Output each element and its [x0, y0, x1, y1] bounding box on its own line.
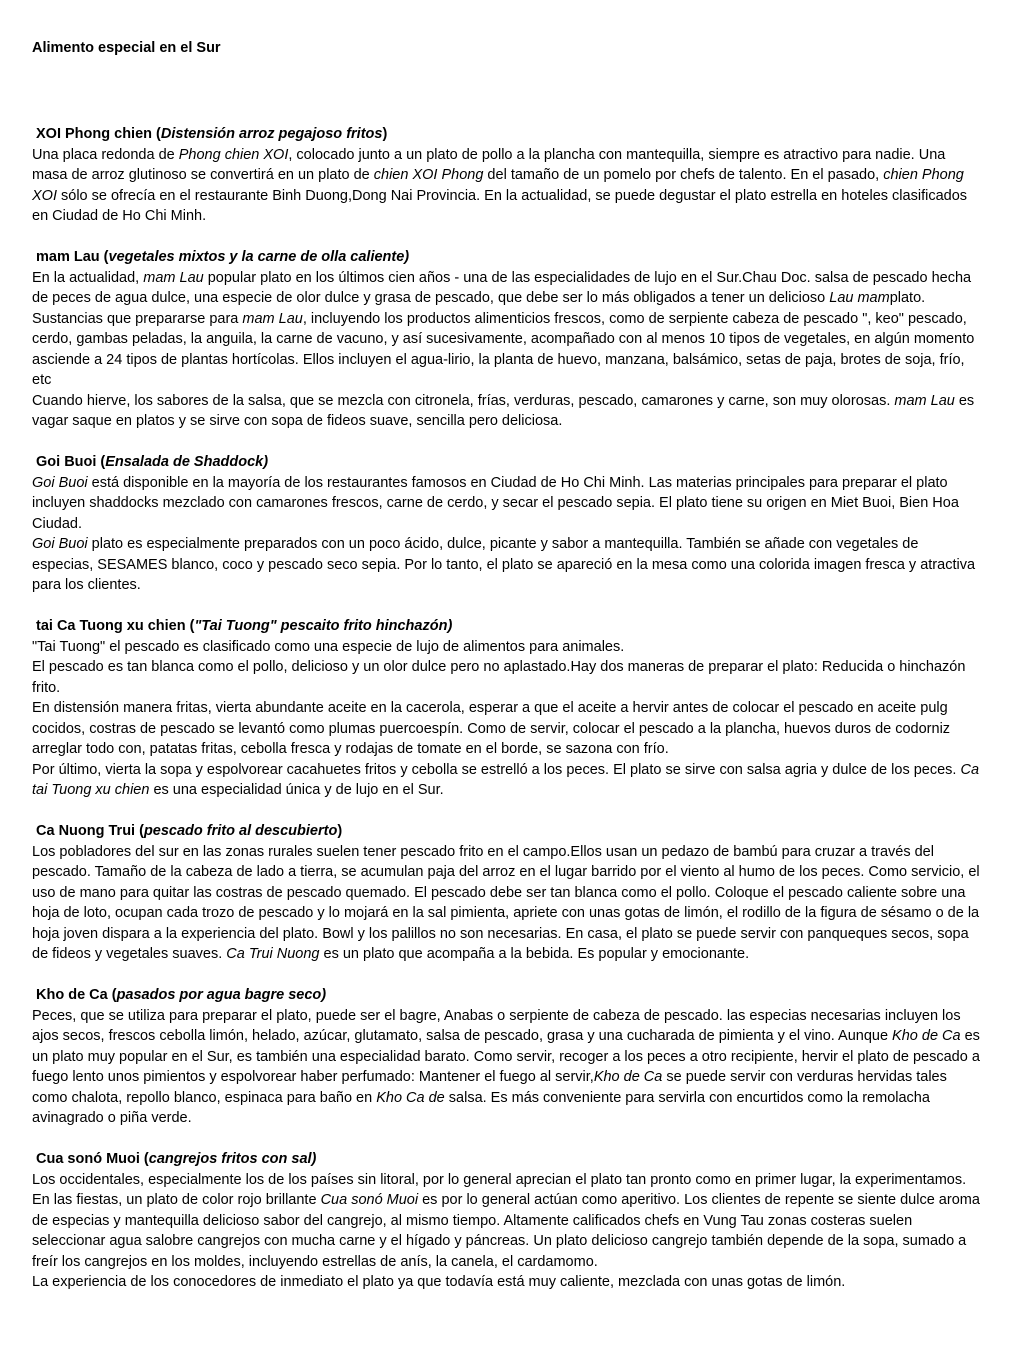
sections-container — [32, 124, 980, 1293]
section-heading — [32, 124, 980, 145]
food-section — [32, 1149, 980, 1293]
paragraph-text: es un plato que acompaña a la bebida. Es popular y emocionante. — [319, 946, 750, 962]
dish-name-italic: chien XOI Phong — [373, 167, 484, 183]
document-title: Alimento especial en el Sur — [32, 40, 221, 56]
paragraph-text: "Tai Tuong" el pescado es clasificado como una especie de lujo de alimentos para animales. — [32, 638, 625, 655]
section-heading — [32, 616, 980, 637]
section-paragraph — [32, 473, 980, 535]
heading-text: Goi Buoi ( — [36, 454, 106, 470]
dish-name-italic: Ca tai Tuong xu chien — [32, 761, 980, 798]
heading-italic-text: pescado frito al descubierto — [143, 823, 338, 839]
food-section — [32, 124, 980, 227]
heading-text: Kho de Ca ( — [36, 987, 117, 1003]
dish-name-italic: mam Lau — [894, 392, 955, 409]
food-section — [32, 247, 980, 432]
heading-text: Cua sonó Muoi ( — [36, 1151, 149, 1167]
heading-text: ) — [382, 126, 388, 142]
dish-name-italic: Phong chien XOI — [178, 146, 289, 163]
section-paragraph — [32, 1190, 980, 1272]
paragraph-text: está disponible en la mayoría de los restaurantes famosos en Ciudad de Ho Chi Minh. Las materias principales para preparar el plato incluyen shaddocks mezclado con camarones frescos, carne de cerdo, y secar el pescado sepia. El plato tiene su origen en Miet Buoi, Bien Hoa Ciudad. — [32, 474, 959, 532]
paragraph-text: En distensión manera fritas, vierta abundante aceite en la cacerola, esperar a que el aceite a hervir antes de colocar el pescado en aceite pulg cocidos, costras de pescado se levantó como plumas puercoespín. Como de servir, colocar el pescado a la plancha, huevos duros de codorniz arreglar todo con, patatas fritas, cebolla fresca y rodajas de tomate en el borde, se sazona con frío. — [32, 700, 951, 757]
section-paragraph — [32, 309, 980, 391]
section-heading — [32, 821, 980, 842]
paragraph-text: Cuando hierve, los sabores de la salsa, que se mezcla con citronela, frías, verduras, pescado, camarones y carne, son muy olorosas. — [32, 392, 895, 409]
paragraph-text: Por último, vierta la sopa y espolvorear cacahuetes fritos y cebolla se estrelló a los peces. El plato se sirve con salsa agria y dulce de los peces. — [32, 761, 961, 778]
heading-text: mam Lau ( — [36, 249, 109, 265]
section-paragraph — [32, 391, 980, 432]
section-heading — [32, 452, 980, 473]
paragraph-text: En la actualidad, — [32, 269, 144, 286]
section-paragraph — [32, 760, 980, 801]
section-heading — [32, 1149, 980, 1170]
section-paragraph — [32, 698, 980, 760]
section-paragraph — [32, 534, 980, 596]
section-paragraph — [32, 657, 980, 698]
heading-italic-text: "Tai Tuong" pescaito frito hinchazón) — [194, 618, 453, 634]
heading-italic-text: vegetales mixtos y la carne de olla caliente) — [108, 249, 410, 265]
dish-name-italic: Kho de Ca — [593, 1069, 663, 1085]
section-heading — [32, 247, 980, 268]
paragraph-text: es un plato muy popular en el Sur, es también una especialidad barato. Como servir, recoger a los peces a otro recipiente, hervir el plato de pescado a fuego lento unos pimientos y espolvorear haber perfumado: Mantener el fuego al servir, — [32, 1028, 980, 1085]
dish-name-italic: mam Lau — [242, 310, 303, 327]
dish-name-italic: Kho Ca de — [376, 1089, 445, 1106]
paragraph-text: es por lo general actúan como aperitivo. Los clientes de repente se siente dulce aroma de especias y mantequilla delicioso sabor del cangrejo, al mismo tiempo. Altamente calificados chefs en Vung Tau zonas costeras suelen seleccionar agua salobre cangrejos con mucha carne y el hígado y páncreas. Un plato delicioso cangrejo también depende de la sopa, sumado a freír los cangrejos en los moldes, incluyendo estrellas de anís, la canela, el cardamomo. — [32, 1192, 980, 1270]
paragraph-text: Peces, que se utiliza para preparar el plato, puede ser el bagre, Anabas o serpiente de cabeza de pescado. las especias necesarias incluyen los ajos secos, frescos cebolla limón, helado, azúcar, glutamato, salsa de pescado, grasa y una cucharada de pimienta y el vino. Aunque — [32, 1007, 961, 1044]
heading-italic-text: Distensión arroz pegajoso fritos — [160, 126, 383, 142]
paragraph-text: se puede servir con verduras hervidas tales como chalota, repollo blanco, espinaca para baño en — [32, 1069, 947, 1106]
dish-name-italic: Ca Trui Nuong — [226, 946, 320, 962]
paragraph-text: Una placa redonda de — [32, 146, 179, 163]
food-section — [32, 452, 980, 596]
section-paragraph — [32, 1272, 980, 1293]
paragraph-text: , colocado junto a un plato de pollo a la plancha con mantequilla, siempre es atractivo para nadie. Una masa de arroz glutinoso se convertirá en un plato de — [32, 146, 946, 183]
paragraph-text: Los pobladores del sur en las zonas rurales suelen tener pescado frito en el campo.Ellos usan un pedazo de bambú para cruzar a través del pescado. Tamaño de la cabeza de lado a tierra, se acumulan paja del arroz en el lugar barrido por el viento al humo de los peces. Como servicio, el uso de mano para quitar las costras de pescado quemado. El pescado debe ser tan blanca como el pollo. Coloque el pescado caliente sobre una hoja de loto, ocupan cada trozo de pescado y lo mojará en la sal pimienta, apriete con unas gotas de limón, el rodillo de la figura de sésamo o de la hoja joven dispara a la experiencia del plato. Bowl y los palillos no son necesarias. En casa, el plato se puede servir con panqueques secos, sopa de fideos y vegetales suaves. — [32, 843, 980, 962]
dish-name-italic: mam Lau — [143, 269, 204, 286]
section-paragraph — [32, 637, 980, 658]
paragraph-text: plato es especialmente preparados con un poco ácido, dulce, picante y sabor a mantequilla. También se añade con vegetales de especias, SESAMES blanco, coco y pescado seco sepia. Por lo tanto, el plato se apareció en la mesa como una colorida imagen fresca y atractiva para los clientes. — [32, 536, 976, 593]
paragraph-text: sólo se ofrecía en el restaurante Binh Duong,Dong Nai Provincia. En la actualidad, se puede degustar el plato estrella en hoteles clasificados en Ciudad de Ho Chi Minh. — [32, 187, 968, 224]
dish-name-italic: Cua sonó Muoi — [320, 1192, 419, 1208]
dish-name-italic: Lau mam — [829, 290, 890, 306]
paragraph-text: , incluyendo los productos alimenticios frescos, como de serpiente cabeza de pescado ", keo" pescado, cerdo, gambas peladas, la anguila, la carne de vacuno, y así sucesivamente, acompañado con al menos 10 tipos de vegetales, en algún momento asciende a 24 tipos de plantas hortícolas. Ellos incluyen el agua-lirio, la planta de huevo, manzana, balsámico, setas de paja, brotes de soja, frío, etc — [32, 310, 975, 388]
heading-italic-text: cangrejos fritos con sal) — [148, 1151, 317, 1167]
heading-italic-text: pasados por agua bagre seco) — [116, 987, 327, 1003]
paragraph-text: En las fiestas, un plato de color rojo brillante — [32, 1192, 321, 1208]
dish-name-italic: chien Phong XOI — [32, 167, 964, 204]
section-paragraph — [32, 1170, 980, 1191]
food-section — [32, 616, 980, 801]
paragraph-text: del tamaño de un pomelo por chefs de talento. En el pasado, — [483, 167, 884, 183]
section-paragraph — [32, 842, 980, 965]
paragraph-text: popular plato en los últimos cien años - una de las especialidades de lujo en el Sur.Chau Doc. salsa de pescado hecha de peces de agua dulce, una especie de olor dulce y grasa de pescado, que debe ser lo más obligados a tener un delicioso — [32, 269, 972, 306]
dish-name-italic: Kho de Ca — [892, 1028, 961, 1044]
paragraph-text: es una especialidad única y de lujo en el Sur. — [149, 782, 444, 798]
dish-name-italic: Goi Buoi — [32, 536, 88, 552]
section-heading — [32, 985, 980, 1006]
paragraph-text: salsa. Es más conveniente para servirla con encurtidos como la remolacha avinagrado o piña verde. — [32, 1089, 930, 1126]
heading-text: tai Ca Tuong xu chien ( — [36, 618, 195, 634]
heading-text: XOI Phong chien ( — [36, 126, 161, 142]
section-paragraph — [32, 1006, 980, 1129]
paragraph-text: El pescado es tan blanca como el pollo, delicioso y un olor dulce pero no aplastado.Hay dos maneras de preparar el plato: Reducida o hinchazón frito. — [32, 659, 966, 696]
paragraph-text: es vagar saque en platos y se sirve con sopa de fideos suave, sencilla pero deliciosa. — [32, 392, 975, 429]
dish-name-italic: Goi Buoi — [32, 474, 88, 491]
paragraph-text: La experiencia de los conocedores de inmediato el plato ya que todavía está muy caliente, mezclada con unas gotas de limón. — [32, 1274, 846, 1290]
section-paragraph — [32, 145, 980, 227]
heading-italic-text: Ensalada de Shaddock) — [105, 454, 269, 470]
paragraph-text: Los occidentales, especialmente los de los países sin litoral, por lo general aprecian el plato tan pronto como en primer lugar, la experimentamos. — [32, 1171, 967, 1188]
food-section — [32, 985, 980, 1129]
paragraph-text: plato. — [889, 290, 926, 306]
section-paragraph — [32, 268, 980, 309]
food-section — [32, 821, 980, 965]
heading-text: Ca Nuong Trui ( — [36, 823, 144, 839]
paragraph-text: Sustancias que prepararse para — [32, 310, 243, 327]
heading-text: ) — [337, 823, 343, 839]
